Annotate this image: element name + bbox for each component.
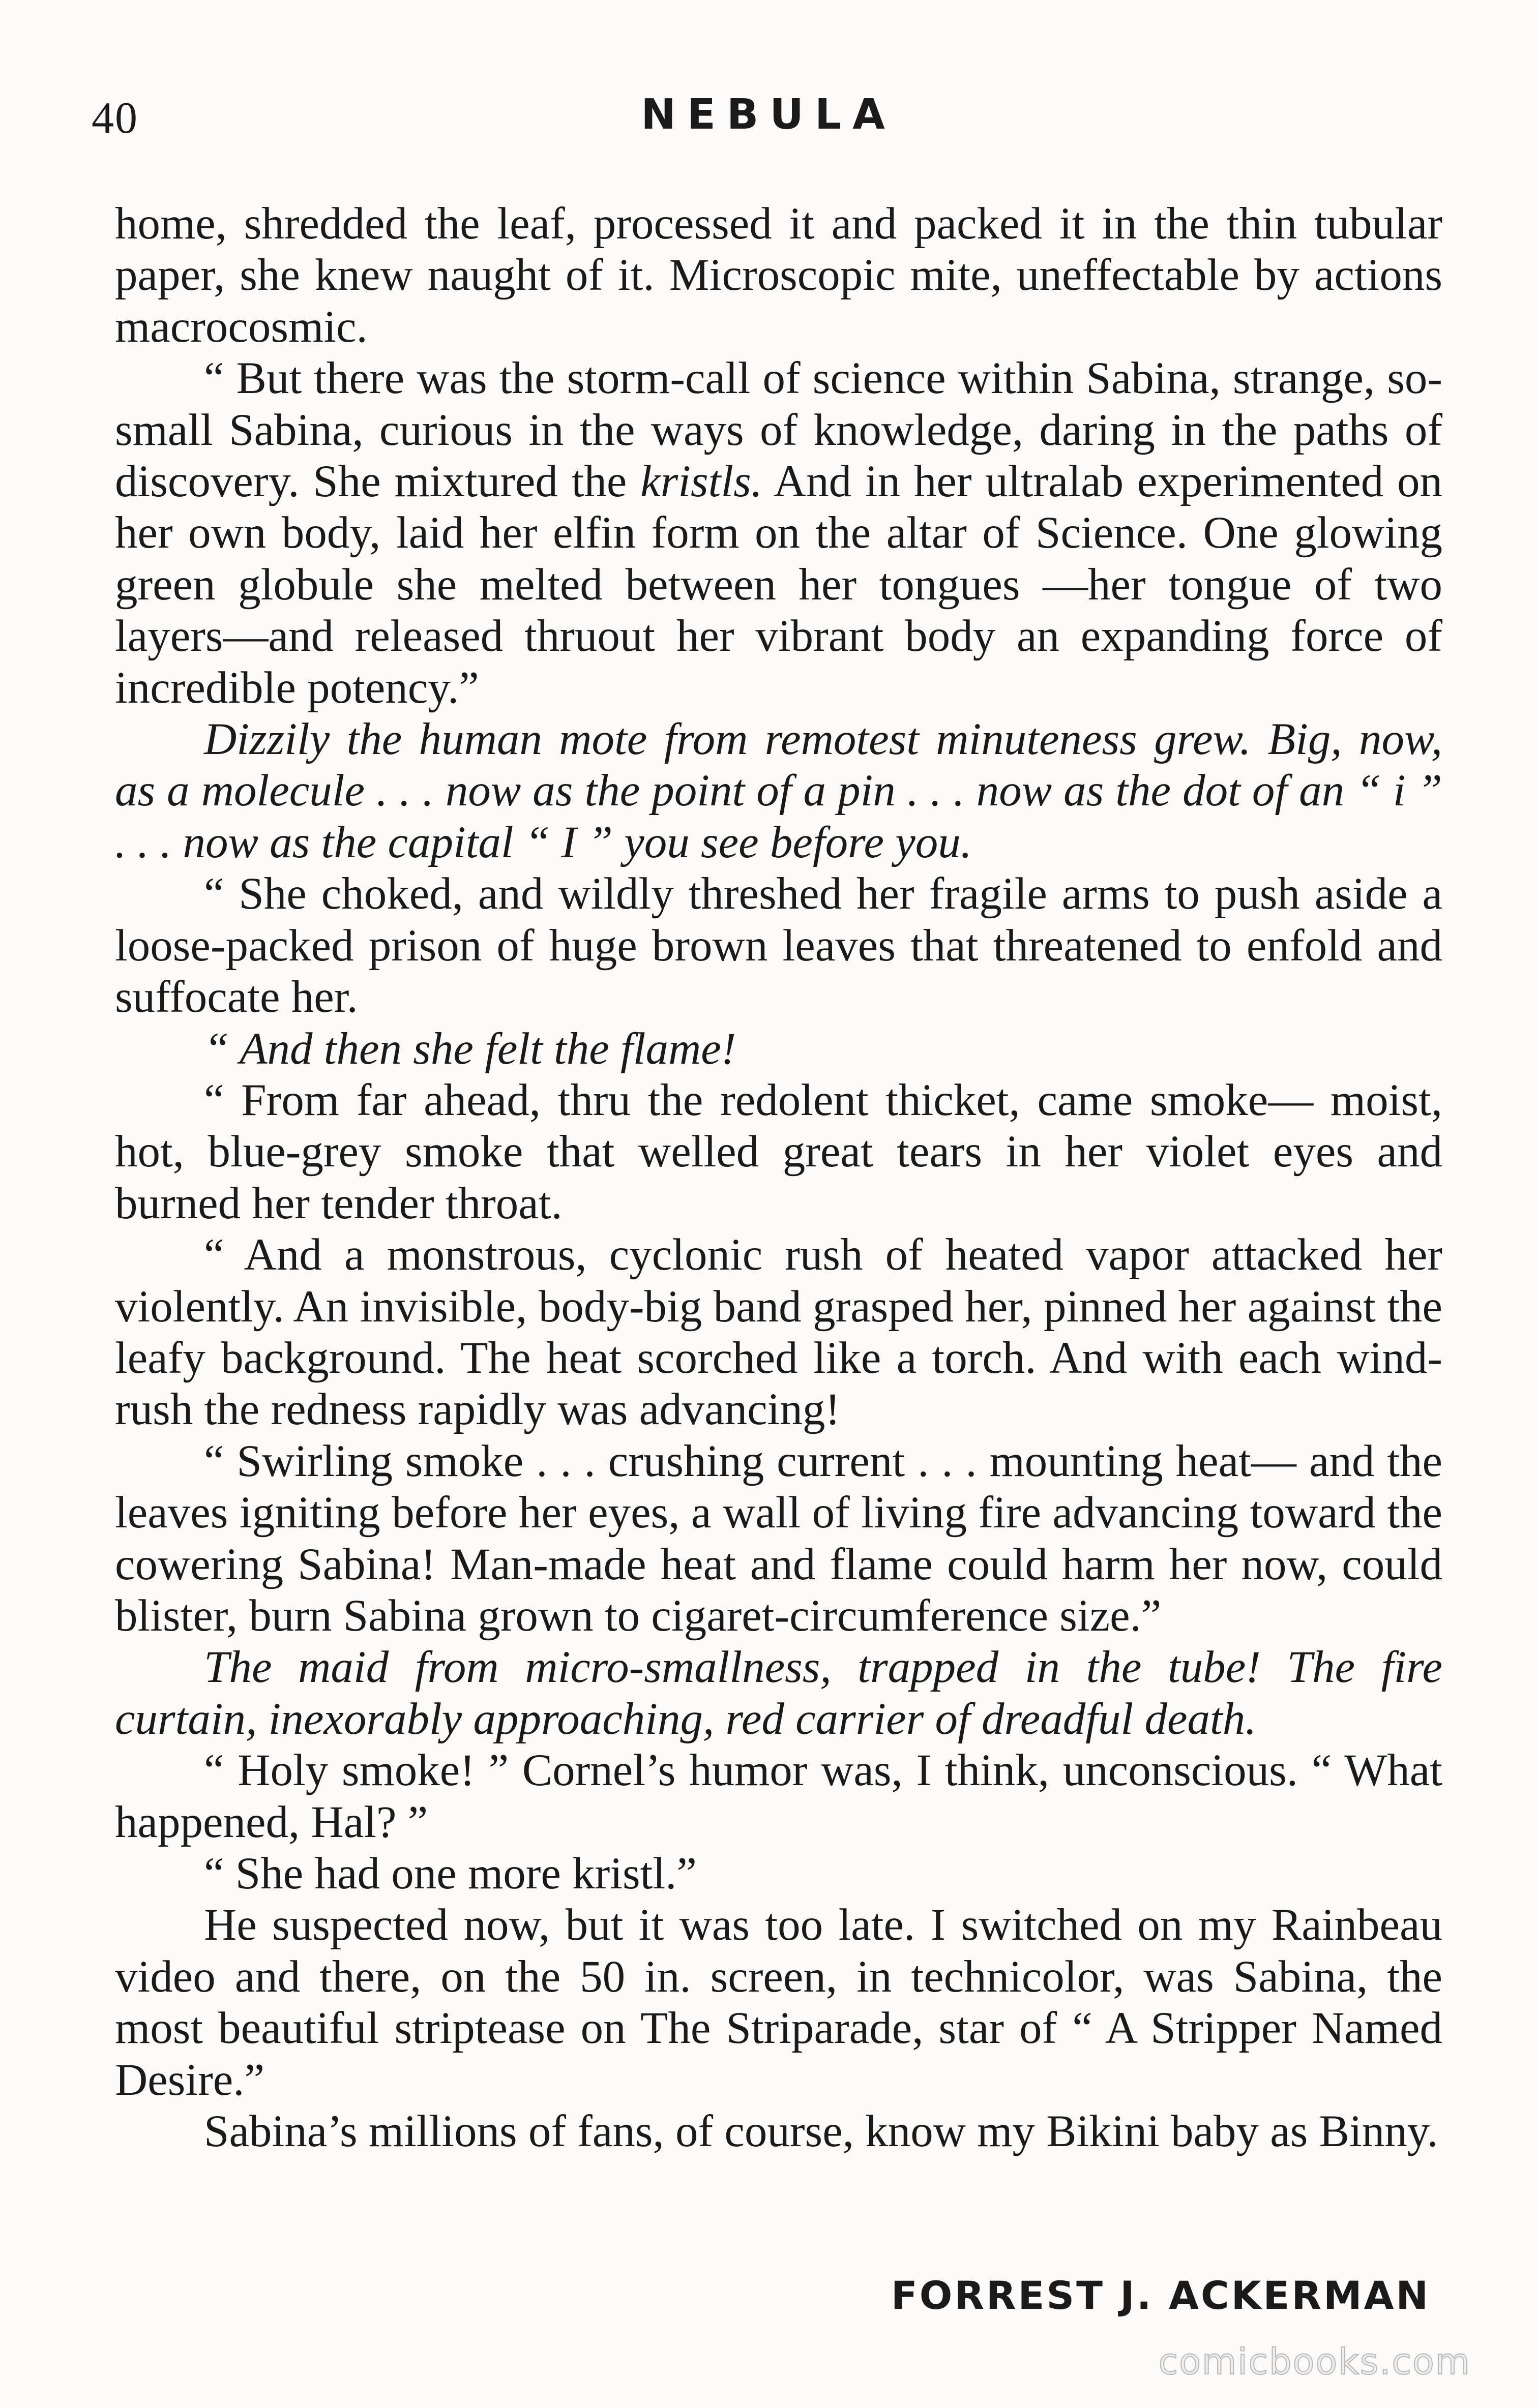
paragraph: “ Swirling smoke . . . crushing current . . . mounting heat— and the leaves igniting before her eyes, a wall of living fire advancing toward the cowering Sabina! Man-made heat and flame could harm her now, could blister, burn Sabina grown to cigaret-circumference size.” bbox=[115, 1436, 1442, 1641]
paragraph: “ She choked, and wildly threshed her fragile arms to push aside a loose-packed prison of huge brown leaves that threatened to enfold and suffocate her. bbox=[115, 869, 1442, 1022]
story-text bbox=[115, 198, 1442, 2157]
italic-paragraph: “ And then she felt the flame! bbox=[204, 1024, 736, 1074]
paragraph: He suspected now, but it was too late. I switched on my Rainbeau video and there, on the 50 in. screen, in technicolor, was Sabina, the most beautiful striptease on The Striparade, star of “ A Stripper Named Desire.” bbox=[115, 1900, 1442, 2105]
text-run: “ But there was the storm-call of science within Sabina, strange, so-small Sabina, curious in the ways of knowledge, daring in the paths of discovery. She mixtured the bbox=[115, 353, 1442, 507]
running-head: NEBULA bbox=[641, 91, 896, 139]
paragraph: Sabina’s millions of fans, of course, know my Bikini baby as Binny. bbox=[204, 2106, 1438, 2157]
paragraph: “ Holy smoke! ” Cornel’s humor was, I think, unconscious. “ What happened, Hal? ” bbox=[115, 1745, 1442, 1847]
author-byline: FORREST J. ACKERMAN bbox=[891, 2273, 1430, 2318]
italic-paragraph: Dizzily the human mote from remotest minuteness grew. Big, now, as a molecule . . . now as the point of a pin . . . now as the dot of an “ i ” . . . now as the capital “ I ” you see before you. bbox=[115, 714, 1442, 867]
text-run: And in her ultralab experimented on her own body, laid her elfin form on the altar of Science. One glowing green globule she melted between her tongues —her tongue of two layers—and released thruout her vibrant body an expanding force of incredible potency.” bbox=[115, 457, 1442, 713]
emphasis: kristls. bbox=[640, 457, 762, 507]
paragraph bbox=[115, 353, 1442, 714]
italic-paragraph: The maid from micro-smallness, trapped in the tube! The fire curtain, inexorably approaching, red carrier of dreadful death. bbox=[115, 1642, 1442, 1744]
paragraph: “ She had one more kristl.” bbox=[204, 1849, 697, 1899]
page-number: 40 bbox=[92, 94, 138, 143]
paragraph: “ And a monstrous, cyclonic rush of heated vapor attacked her violently. An invisible, body-big band grasped her, pinned her against the leafy background. The heat scorched like a torch. And with each wind-rush the redness rapidly was advancing! bbox=[115, 1230, 1442, 1435]
paragraph: home, shredded the leaf, processed it and packed it in the thin tubular paper, she knew naught of it. Microscopic mite, uneffectable by actions macrocosmic. bbox=[115, 199, 1442, 352]
paragraph: “ From far ahead, thru the redolent thicket, came smoke— moist, hot, blue-grey smoke that welled great tears in her violet eyes and burned her tender throat. bbox=[115, 1075, 1442, 1228]
watermark: comicbooks.com bbox=[1158, 2341, 1471, 2383]
